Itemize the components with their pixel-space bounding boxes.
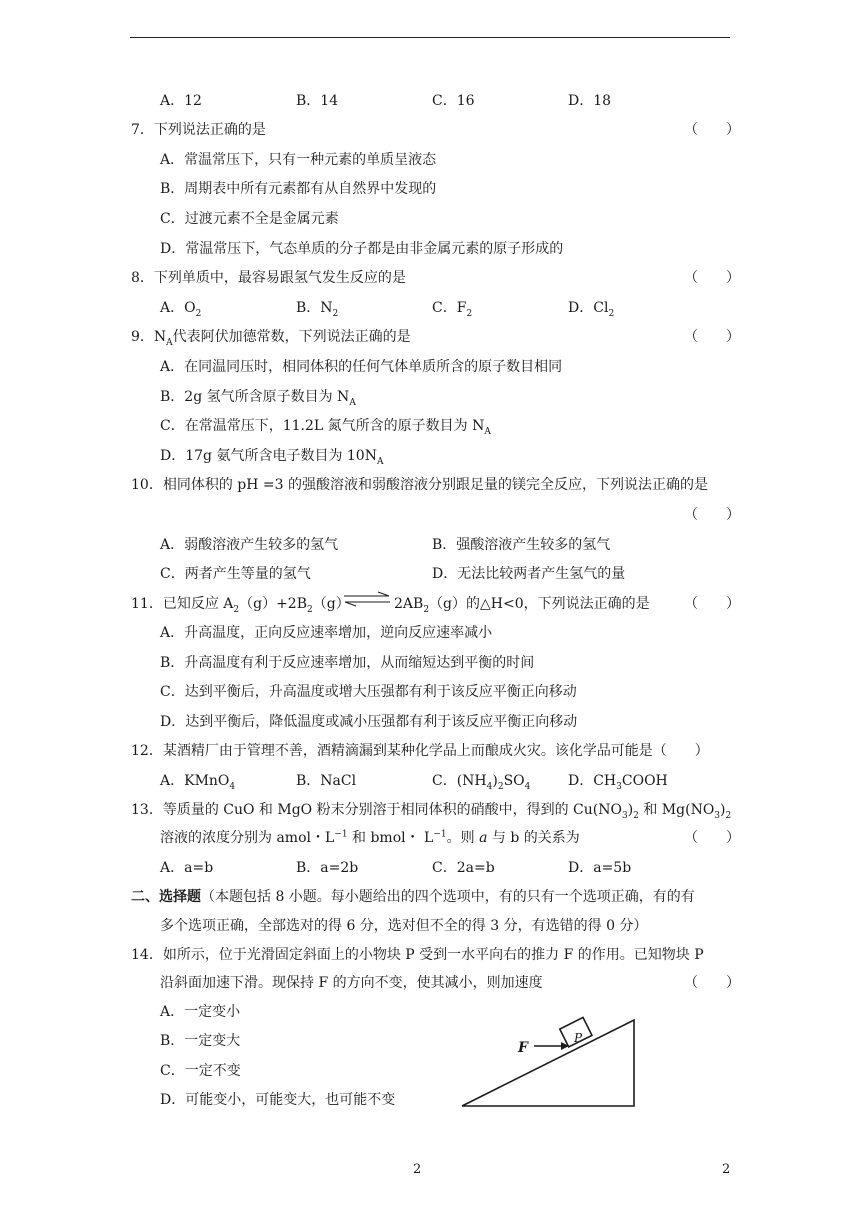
- page-number-center: 2: [413, 1162, 422, 1177]
- q10-option-a: A．弱酸溶液产生较多的氢气: [160, 537, 339, 553]
- q10-option-b: B．强酸溶液产生较多的氢气: [432, 537, 611, 553]
- q13-option-a: A．a=b: [160, 860, 214, 876]
- q12-stem: 12．某酒精厂由于管理不善，酒精滴漏到某种化学品上而酿成火灾。该化学品可能是（ ）: [131, 743, 709, 759]
- q9-option-a: A．在同温同压时，相同体积的任何气体单质所含的原子数目相同: [160, 359, 563, 375]
- q12-option-a: A．KMnO$_4$: [160, 773, 236, 792]
- q14-option-d: D．可能变小，可能变大，也可能不变: [160, 1092, 396, 1108]
- q10-option-c: C．两者产生等量的氢气: [160, 566, 311, 582]
- force-label: F: [518, 1040, 528, 1056]
- q9-option-d: D．17g 氨气所含电子数目为 $10N_A$: [160, 448, 384, 467]
- q12-option-d: D．$CH_3COOH$: [568, 773, 668, 792]
- q8-option-b: B．$N_2$: [296, 300, 339, 319]
- header-rule: [130, 37, 730, 38]
- q7-option-c: C．过渡元素不全是金属元素: [160, 211, 339, 227]
- page-number-right: 2: [722, 1162, 731, 1177]
- q11-option-c: C．达到平衡后，升高温度或增大压强都有利于该反应平衡正向移动: [160, 684, 577, 700]
- q7-option-a: A．常温常压下，只有一种元素的单质呈液态: [160, 152, 437, 168]
- section2-heading: 二、选择题: [131, 889, 201, 905]
- q8-answer-paren: （ ）: [684, 270, 740, 286]
- equilibrium-arrow-icon: [342, 591, 392, 607]
- q9-option-b: B．2g 氢气所含原子数目为 $N_A$: [160, 389, 356, 408]
- q14-answer-paren: （ ）: [684, 975, 740, 991]
- incline-figure: [458, 1006, 658, 1110]
- q14-stem-line1: 14．如所示，位于光滑固定斜面上的小物块 P 受到一水平向右的推力 F 的作用。已知物块 P: [131, 947, 704, 963]
- q14-option-c: C．一定不变: [160, 1063, 241, 1079]
- q7-option-d: D．常温常压下，气态单质的分子都是由非金属元素的原子形成的: [160, 241, 564, 257]
- q11-answer-paren: （ ）: [684, 596, 740, 612]
- q13-option-d: D．a=5b: [568, 860, 632, 876]
- q11-option-a: A．升高温度，正向反应速率增加，逆向反应速率减小: [160, 625, 493, 641]
- q6-option-c: C．16: [432, 93, 475, 109]
- q10-answer-paren: （ ）: [684, 507, 740, 523]
- q13-answer-paren: （ ）: [684, 830, 740, 846]
- q14-option-b: B．一定变大: [160, 1033, 241, 1049]
- q13-option-c: C．2a=b: [432, 860, 495, 876]
- q13-stem-line2: 溶液的浓度分别为 amol・$L^{-1}$ 和 bmol・ $L^{-1}$。则 a 与 b 的关系为: [160, 829, 580, 846]
- q14-option-a: A．一定变小: [160, 1004, 241, 1020]
- q9-option-c: C．在常温常压下，11.2L 氮气所含的原子数目为 $N_A$: [160, 418, 491, 437]
- q8-option-d: D．$Cl_2$: [568, 300, 615, 319]
- q12-option-b: B．NaCl: [296, 773, 357, 789]
- q7-option-b: B．周期表中所有元素都有从自然界中发现的: [160, 181, 437, 197]
- q11-stem-right: $2AB_2(g)$的△H<0，下列说法正确的是: [394, 596, 650, 615]
- q6-option-a: A．12: [160, 93, 202, 109]
- section2-intro-line1: 二、选择题（本题包括 8 小题。每小题给出的四个选项中，有的只有一个选项正确，有的有: [131, 889, 695, 905]
- q10-stem: 10．相同体积的 pH =3 的强酸溶液和弱酸溶液分别跟足量的镁完全反应，下列说法正确的是: [131, 477, 708, 493]
- q7-stem: 7．下列说法正确的是: [131, 122, 266, 138]
- q14-stem-line2: 沿斜面加速下滑。现保持 F 的方向不变，使其减小，则加速度: [160, 975, 543, 991]
- q8-option-a: A．$O_2$: [160, 300, 202, 319]
- q8-option-c: C．$F_2$: [432, 300, 473, 319]
- q9-answer-paren: （ ）: [684, 329, 740, 345]
- q12-option-c: C．$(NH_4)_2SO_4$: [432, 773, 531, 792]
- q6-option-d: D．18: [568, 93, 612, 109]
- q13-stem-line1: 13．等质量的 CuO 和 MgO 粉末分别溶于相同体积的硝酸中，得到的 $Cu(NO_3)_2$ 和 $Mg(NO_3)_2$: [131, 802, 732, 821]
- q8-stem: 8．下列单质中，最容易跟氢气发生反应的是: [131, 270, 406, 286]
- q11-stem-left: 11．已知反应 $A_2(g)+2B_2(g)$: [131, 596, 350, 615]
- section2-intro-line2: 多个选项正确，全部选对的得 6 分，选对但不全的得 3 分，有选错的得 0 分）: [160, 918, 648, 934]
- q11-option-d: D．达到平衡后，降低温度或减小压强都有利于该反应平衡正向移动: [160, 714, 578, 730]
- q11-option-b: B．升高温度有利于反应速率增加，从而缩短达到平衡的时间: [160, 655, 535, 671]
- q7-answer-paren: （ ）: [684, 122, 740, 138]
- block-label: P: [574, 1031, 583, 1045]
- q6-option-b: B．14: [296, 93, 339, 109]
- q10-option-d: D．无法比较两者产生氢气的量: [432, 566, 626, 582]
- incline-triangle: [462, 1020, 634, 1106]
- q13-option-b: B．a=2b: [296, 860, 359, 876]
- q9-stem: 9．$N_A$代表阿伏加德常数，下列说法正确的是: [131, 329, 411, 348]
